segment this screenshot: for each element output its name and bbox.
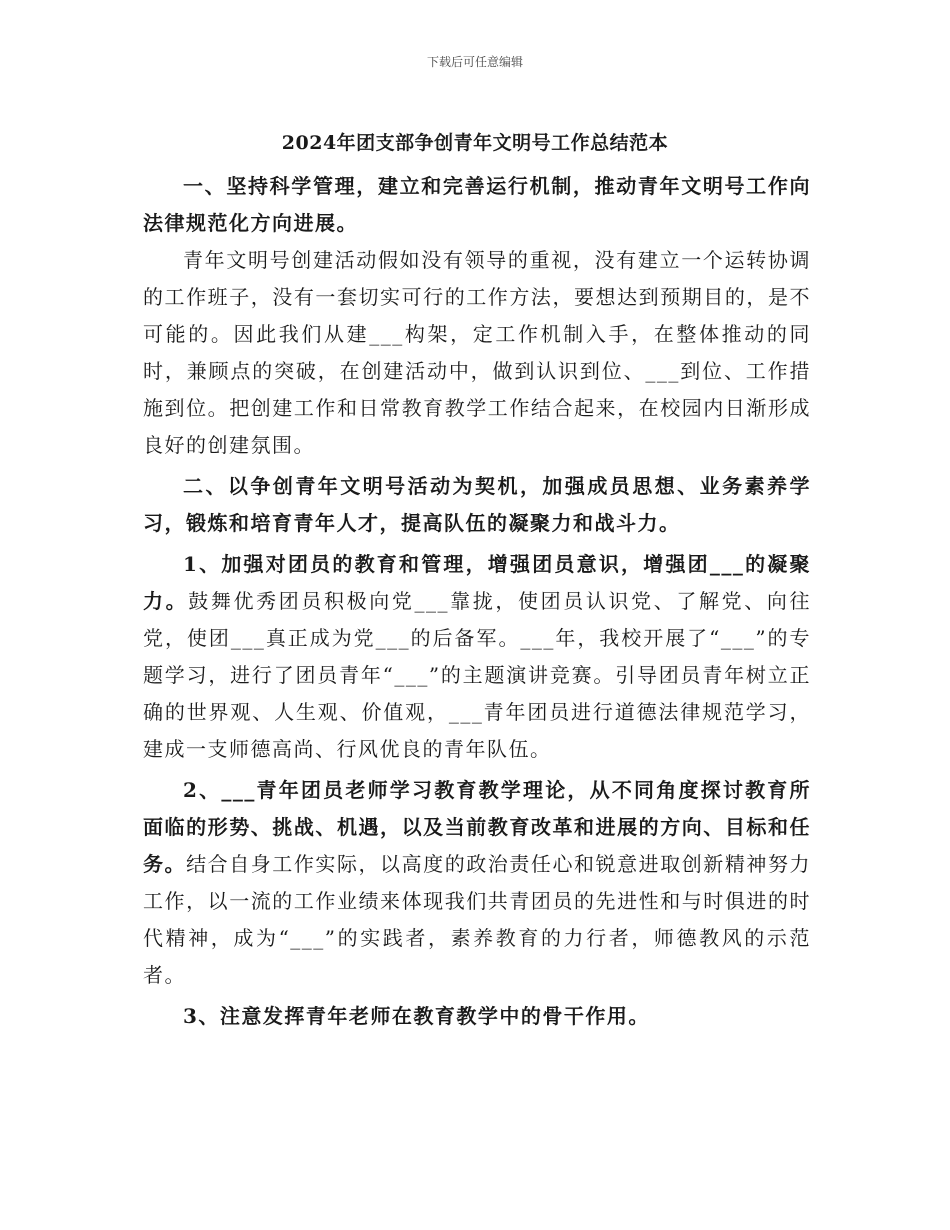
document-title: 2024年团支部争创青年文明号工作总结范本: [281, 132, 669, 154]
item-1-lead: 1、加强对团员的教育和管理，增强团员意识，增强团___的凝聚力。: [143, 552, 811, 613]
item-2-lead: 2、___青年团员老师学习教育教学理论，从不同角度探讨教育所面临的形势、挑战、机遇，以及当前教育改革和进展的方向、目标和任务。: [143, 778, 811, 876]
item-3-paragraph: [143, 998, 811, 1035]
header-note: 下载后可任意编辑: [426, 55, 523, 69]
item-2-paragraph: [143, 772, 811, 994]
section-2-heading: 二、以争创青年文明号活动为契机，加强成员思想、业务素养学习，锻炼和培育青年人才，提高队伍的凝聚力和战斗力。: [143, 474, 811, 535]
item-2-body: 结合自身工作实际，以高度的政治责任心和锐意进取创新精神努力工作，以一流的工作业绩来体现我们共青团员的先进性和与时俱进的时代精神，成为“___”的实践者，素养教育的力行者，师德教风的示范者。: [143, 852, 812, 987]
section-1-heading: 一、坚持科学管理，建立和完善运行机制，推动青年文明号工作向法律规范化方向进展。: [143, 174, 811, 235]
item-3-lead: 3、注意发挥青年老师在教育教学中的骨干作用。: [183, 1004, 650, 1028]
document-body: [143, 168, 811, 1035]
item-1-paragraph: [143, 546, 811, 768]
item-1-body: 鼓舞优秀团员积极向党___靠拢，使团员认识党、了解党、向往党，使团___真正成为党___的后备军。___年，我校开展了“___”的专题学习，进行了团员青年“___”的主题演讲竞赛。引导团员青年树立正确的世界观、人生观、价值观，___青年团员进行道德法律规范学习，建成一支师德高尚、行风优良的青年队伍。: [143, 589, 811, 761]
section-1-paragraph: 青年文明号创建活动假如没有领导的重视，没有建立一个运转协调的工作班子，没有一套切实可行的工作方法，要想达到预期目的，是不可能的。因此我们从建___构架，定工作机制入手，在整体推动的同时，兼顾点的突破，在创建活动中，做到认识到位、___到位、工作措施到位。把创建工作和日常教育教学工作结合起来，在校园内日渐形成良好的创建氛围。: [143, 248, 811, 457]
